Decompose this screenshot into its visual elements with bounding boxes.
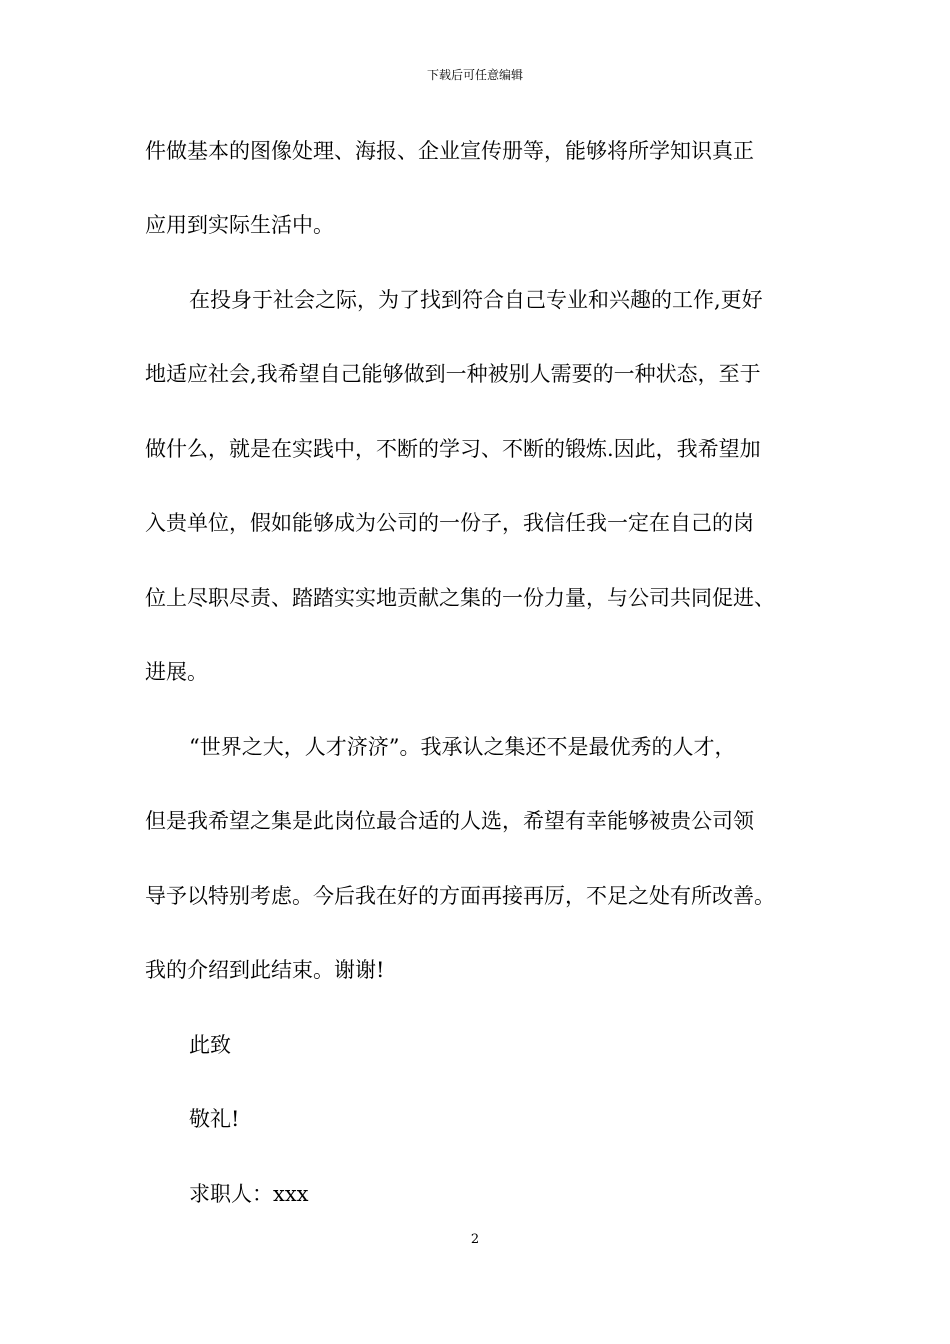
body-line: 位上尽职尽责、踏踏实实地贡献之集的一份力量，与公司共同促进、	[145, 586, 775, 610]
body-line: 件做基本的图像处理、海报、企业宣传册等，能够将所学知识真正	[145, 139, 754, 163]
paragraph-first-line: “世界之大，人才济济”。我承认之集还不是最优秀的人才，	[189, 735, 736, 759]
page-number: 2	[470, 1232, 480, 1247]
signature-line: 求职人：xxx	[189, 1182, 309, 1206]
body-line: 应用到实际生活中。	[145, 213, 334, 237]
body-line: 入贵单位，假如能够成为公司的一份子，我信任我一定在自己的岗	[145, 511, 754, 535]
body-line: 做什么，就是在实践中，不断的学习、不断的锻炼.因此，我希望加	[145, 437, 761, 461]
body-line: 进展。	[145, 660, 208, 684]
page-header: 下载后可任意编辑	[426, 68, 523, 82]
body-line: 我的介绍到此结束。谢谢!	[145, 958, 385, 982]
closing-salutation: 此致	[189, 1033, 231, 1057]
body-line: 但是我希望之集是此岗位最合适的人选，希望有幸能够被贵公司领	[145, 809, 754, 833]
body-line: 地适应社会,我希望自己能够做到一种被别人需要的一种状态，至于	[145, 362, 761, 386]
body-line: 导予以特别考虑。今后我在好的方面再接再厉，不足之处有所改善。	[145, 884, 775, 908]
closing-regards: 敬礼!	[189, 1107, 240, 1131]
paragraph-first-line: 在投身于社会之际，为了找到符合自己专业和兴趣的工作,更好	[189, 288, 763, 312]
